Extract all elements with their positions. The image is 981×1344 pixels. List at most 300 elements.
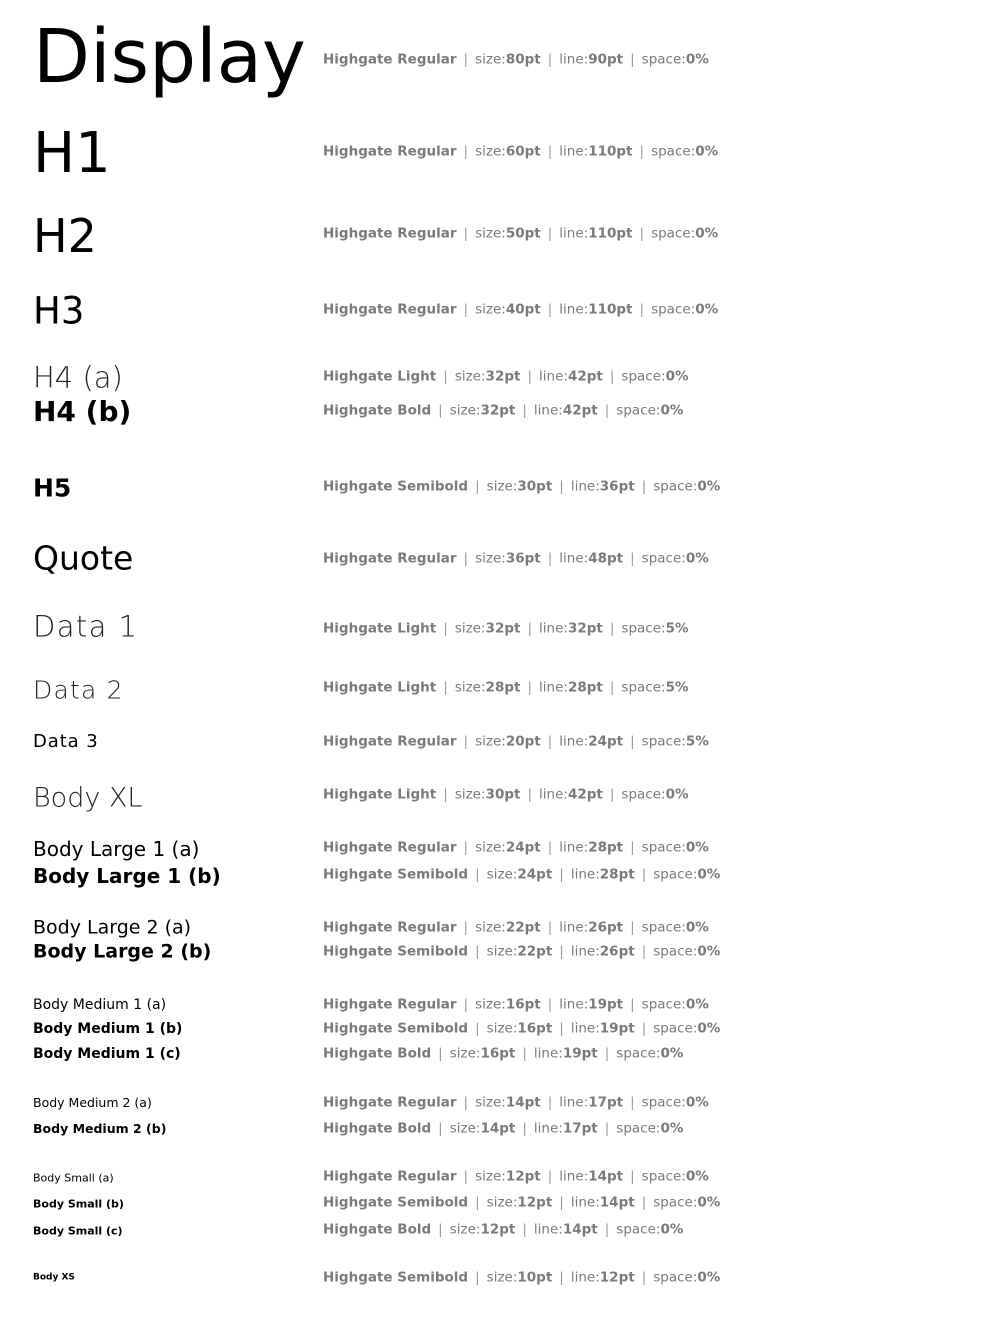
spec-separator: | bbox=[609, 679, 615, 696]
spec-separator: | bbox=[463, 996, 469, 1013]
spec-line-key: line: bbox=[539, 679, 568, 696]
spec-line-value: 19pt bbox=[588, 996, 624, 1013]
type-spec-h3 bbox=[323, 303, 718, 317]
spec-line-value: 17pt bbox=[562, 1120, 598, 1137]
spec-size-value: 32pt bbox=[485, 620, 521, 637]
spec-size-key: size: bbox=[486, 943, 518, 960]
spec-line-key: line: bbox=[559, 919, 589, 936]
spec-separator: | bbox=[443, 368, 448, 385]
spec-separator: | bbox=[641, 943, 647, 960]
type-sample-body-large-2-b: Body Large 2 (b) bbox=[33, 940, 212, 963]
type-spec-h1 bbox=[323, 145, 718, 159]
spec-size-key: size: bbox=[454, 679, 486, 696]
spec-size-key: size: bbox=[475, 143, 506, 160]
spec-line-key: line: bbox=[570, 943, 600, 960]
spec-size-value: 30pt bbox=[517, 478, 553, 495]
spec-line-value: 42pt bbox=[567, 786, 603, 803]
spec-size-value: 24pt bbox=[517, 866, 553, 883]
spec-separator: | bbox=[639, 301, 645, 318]
spec-font: Highgate Semibold bbox=[323, 866, 469, 883]
type-spec-body-small-c bbox=[323, 1223, 683, 1237]
type-sample-h4-a: H4 (a) bbox=[33, 360, 123, 395]
spec-line-value: 32pt bbox=[567, 620, 603, 637]
spec-separator: | bbox=[559, 1020, 564, 1037]
spec-size-value: 30pt bbox=[485, 786, 521, 803]
spec-size-value: 24pt bbox=[505, 839, 541, 856]
spec-separator: | bbox=[475, 1194, 480, 1211]
spec-space-value: 0% bbox=[697, 866, 721, 883]
spec-line-value: 28pt bbox=[567, 679, 603, 696]
spec-space-key: space: bbox=[621, 368, 666, 385]
spec-space-key: space: bbox=[653, 1269, 698, 1286]
spec-line-key: line: bbox=[533, 1221, 563, 1238]
spec-space-key: space: bbox=[641, 733, 686, 750]
spec-line-key: line: bbox=[539, 620, 568, 637]
spec-space-key: space: bbox=[616, 402, 661, 419]
spec-line-value: 19pt bbox=[562, 1045, 598, 1062]
spec-separator: | bbox=[604, 1120, 610, 1137]
spec-size-value: 40pt bbox=[505, 301, 541, 318]
spec-size-key: size: bbox=[475, 1094, 506, 1111]
spec-separator: | bbox=[463, 919, 469, 936]
spec-space-key: space: bbox=[651, 301, 696, 318]
spec-font: Highgate Bold bbox=[323, 1045, 432, 1062]
type-sample-body-xs: Body XS bbox=[33, 1272, 75, 1283]
spec-separator: | bbox=[547, 1094, 553, 1111]
spec-space-key: space: bbox=[616, 1120, 661, 1137]
spec-size-key: size: bbox=[486, 478, 518, 495]
spec-line-value: 14pt bbox=[599, 1194, 635, 1211]
spec-separator: | bbox=[463, 839, 469, 856]
spec-line-key: line: bbox=[559, 996, 589, 1013]
spec-size-value: 14pt bbox=[480, 1120, 516, 1137]
spec-separator: | bbox=[641, 1020, 647, 1037]
spec-line-value: 19pt bbox=[599, 1020, 635, 1037]
spec-size-key: size: bbox=[475, 919, 506, 936]
spec-separator: | bbox=[438, 1120, 443, 1137]
spec-separator: | bbox=[547, 839, 553, 856]
spec-size-key: size: bbox=[475, 1168, 506, 1185]
spec-separator: | bbox=[527, 368, 533, 385]
spec-line-key: line: bbox=[559, 51, 589, 68]
type-spec-body-medium-2-b bbox=[323, 1122, 683, 1136]
spec-size-key: size: bbox=[486, 1194, 518, 1211]
type-spec-h4-a bbox=[323, 370, 688, 384]
spec-line-key: line: bbox=[539, 368, 568, 385]
spec-separator: | bbox=[443, 679, 448, 696]
spec-space-value: 0% bbox=[697, 943, 721, 960]
spec-space-key: space: bbox=[653, 478, 698, 495]
spec-separator: | bbox=[630, 839, 635, 856]
spec-separator: | bbox=[609, 786, 615, 803]
spec-separator: | bbox=[443, 620, 448, 637]
spec-font: Highgate Regular bbox=[323, 301, 457, 318]
spec-separator: | bbox=[559, 1269, 564, 1286]
spec-space-key: space: bbox=[641, 839, 686, 856]
spec-separator: | bbox=[547, 225, 553, 242]
spec-separator: | bbox=[630, 1094, 635, 1111]
spec-separator: | bbox=[604, 1045, 610, 1062]
spec-separator: | bbox=[443, 786, 448, 803]
type-spec-data-2 bbox=[323, 681, 688, 695]
spec-separator: | bbox=[639, 225, 645, 242]
spec-space-key: space: bbox=[641, 51, 686, 68]
spec-size-value: 20pt bbox=[505, 733, 541, 750]
spec-space-value: 0% bbox=[697, 1194, 721, 1211]
spec-font: Highgate Light bbox=[323, 620, 437, 637]
spec-separator: | bbox=[559, 1194, 564, 1211]
type-spec-body-xs bbox=[323, 1271, 720, 1285]
type-sample-body-medium-1-b: Body Medium 1 (b) bbox=[33, 1021, 183, 1037]
spec-line-value: 14pt bbox=[562, 1221, 598, 1238]
type-sample-h1: H1 bbox=[33, 121, 111, 186]
spec-space-value: 0% bbox=[695, 225, 719, 242]
spec-size-key: size: bbox=[475, 51, 506, 68]
type-sample-body-large-1-b: Body Large 1 (b) bbox=[33, 864, 221, 888]
spec-line-value: 14pt bbox=[588, 1168, 624, 1185]
spec-separator: | bbox=[630, 733, 635, 750]
type-sample-body-small-c: Body Small (c) bbox=[33, 1224, 123, 1238]
spec-separator: | bbox=[463, 225, 469, 242]
spec-separator: | bbox=[547, 301, 553, 318]
spec-line-key: line: bbox=[533, 402, 563, 419]
spec-separator: | bbox=[609, 368, 615, 385]
spec-separator: | bbox=[547, 51, 553, 68]
spec-separator: | bbox=[463, 51, 469, 68]
spec-space-value: 0% bbox=[695, 143, 719, 160]
spec-separator: | bbox=[547, 733, 553, 750]
spec-separator: | bbox=[639, 143, 645, 160]
spec-space-value: 0% bbox=[660, 1120, 684, 1137]
type-spec-h4-b bbox=[323, 404, 683, 418]
spec-line-key: line: bbox=[559, 733, 589, 750]
spec-line-value: 42pt bbox=[567, 368, 603, 385]
type-spec-body-large-1-a bbox=[323, 841, 709, 855]
spec-size-key: size: bbox=[449, 1221, 481, 1238]
spec-line-value: 12pt bbox=[599, 1269, 635, 1286]
spec-line-value: 110pt bbox=[588, 225, 633, 242]
spec-size-value: 22pt bbox=[517, 943, 553, 960]
spec-space-value: 0% bbox=[685, 1094, 709, 1111]
spec-separator: | bbox=[522, 1221, 527, 1238]
spec-line-value: 48pt bbox=[588, 550, 624, 567]
spec-separator: | bbox=[522, 402, 527, 419]
type-spec-body-small-b bbox=[323, 1196, 720, 1210]
spec-size-key: size: bbox=[449, 1045, 481, 1062]
type-sample-body-large-2-a: Body Large 2 (a) bbox=[33, 916, 192, 939]
spec-font: Highgate Semibold bbox=[323, 1194, 469, 1211]
spec-space-value: 0% bbox=[695, 301, 719, 318]
spec-font: Highgate Regular bbox=[323, 51, 457, 68]
spec-font: Highgate Regular bbox=[323, 1094, 457, 1111]
spec-separator: | bbox=[475, 1020, 480, 1037]
spec-font: Highgate Regular bbox=[323, 839, 457, 856]
type-spec-h2 bbox=[323, 227, 718, 241]
spec-space-key: space: bbox=[653, 1194, 698, 1211]
spec-size-key: size: bbox=[475, 996, 506, 1013]
type-sample-body-medium-1-a: Body Medium 1 (a) bbox=[33, 997, 167, 1013]
spec-space-value: 0% bbox=[685, 1168, 709, 1185]
type-spec-body-medium-1-c bbox=[323, 1047, 683, 1061]
type-sample-h4-b: H4 (b) bbox=[33, 395, 132, 428]
spec-space-value: 0% bbox=[665, 786, 689, 803]
spec-font: Highgate Regular bbox=[323, 550, 457, 567]
type-spec-h5 bbox=[323, 480, 720, 494]
spec-space-key: space: bbox=[616, 1045, 661, 1062]
spec-separator: | bbox=[527, 620, 533, 637]
spec-size-value: 22pt bbox=[505, 919, 541, 936]
spec-line-value: 28pt bbox=[599, 866, 635, 883]
spec-line-key: line: bbox=[533, 1120, 563, 1137]
spec-size-value: 16pt bbox=[505, 996, 541, 1013]
spec-size-key: size: bbox=[475, 839, 506, 856]
spec-size-key: size: bbox=[486, 1020, 518, 1037]
spec-font: Highgate Regular bbox=[323, 733, 457, 750]
spec-separator: | bbox=[463, 143, 469, 160]
spec-line-key: line: bbox=[570, 478, 600, 495]
spec-separator: | bbox=[547, 1168, 553, 1185]
spec-size-value: 16pt bbox=[517, 1020, 553, 1037]
spec-separator: | bbox=[475, 1269, 480, 1286]
spec-separator: | bbox=[559, 866, 564, 883]
spec-line-value: 90pt bbox=[588, 51, 624, 68]
spec-separator: | bbox=[559, 478, 564, 495]
spec-font: Highgate Regular bbox=[323, 996, 457, 1013]
spec-font: Highgate Regular bbox=[323, 225, 457, 242]
spec-separator: | bbox=[630, 51, 635, 68]
spec-line-key: line: bbox=[570, 1269, 600, 1286]
type-sample-data-1: Data 1 bbox=[33, 609, 139, 644]
type-spec-body-medium-1-b bbox=[323, 1022, 720, 1036]
spec-size-key: size: bbox=[486, 866, 518, 883]
spec-font: Highgate Bold bbox=[323, 1120, 432, 1137]
type-sample-body-small-a: Body Small (a) bbox=[33, 1171, 114, 1185]
spec-line-key: line: bbox=[559, 143, 589, 160]
spec-separator: | bbox=[641, 1269, 647, 1286]
spec-size-value: 36pt bbox=[505, 550, 541, 567]
spec-space-value: 0% bbox=[685, 996, 709, 1013]
spec-space-key: space: bbox=[621, 786, 666, 803]
spec-line-value: 110pt bbox=[588, 301, 633, 318]
spec-space-value: 0% bbox=[697, 478, 721, 495]
type-spec-body-medium-2-a bbox=[323, 1096, 709, 1110]
type-sample-display: Display bbox=[33, 14, 306, 100]
spec-line-key: line: bbox=[559, 225, 589, 242]
spec-size-key: size: bbox=[454, 620, 486, 637]
spec-separator: | bbox=[641, 1194, 647, 1211]
spec-separator: | bbox=[630, 996, 635, 1013]
spec-separator: | bbox=[438, 402, 443, 419]
spec-font: Highgate Light bbox=[323, 368, 437, 385]
spec-space-key: space: bbox=[621, 679, 666, 696]
spec-separator: | bbox=[438, 1045, 443, 1062]
spec-space-value: 0% bbox=[685, 550, 709, 567]
spec-size-value: 10pt bbox=[517, 1269, 553, 1286]
spec-size-key: size: bbox=[454, 786, 486, 803]
spec-space-value: 0% bbox=[660, 402, 684, 419]
spec-line-key: line: bbox=[570, 866, 600, 883]
type-spec-display bbox=[323, 53, 709, 67]
spec-line-key: line: bbox=[570, 1020, 600, 1037]
spec-font: Highgate Regular bbox=[323, 1168, 457, 1185]
spec-space-key: space: bbox=[641, 1168, 686, 1185]
spec-space-key: space: bbox=[621, 620, 666, 637]
spec-separator: | bbox=[438, 1221, 443, 1238]
spec-space-value: 0% bbox=[660, 1045, 684, 1062]
type-sample-body-small-b: Body Small (b) bbox=[33, 1197, 124, 1211]
spec-separator: | bbox=[630, 919, 635, 936]
spec-font: Highgate Semibold bbox=[323, 1269, 469, 1286]
spec-separator: | bbox=[609, 620, 615, 637]
spec-separator: | bbox=[630, 550, 635, 567]
spec-line-key: line: bbox=[559, 301, 589, 318]
spec-space-key: space: bbox=[651, 143, 696, 160]
spec-separator: | bbox=[522, 1120, 527, 1137]
spec-font: Highgate Bold bbox=[323, 1221, 432, 1238]
spec-line-key: line: bbox=[559, 1094, 589, 1111]
spec-size-value: 12pt bbox=[480, 1221, 516, 1238]
type-spec-body-large-1-b bbox=[323, 868, 720, 882]
spec-separator: | bbox=[604, 1221, 610, 1238]
type-spec-body-small-a bbox=[323, 1170, 709, 1184]
spec-size-value: 12pt bbox=[505, 1168, 541, 1185]
spec-separator: | bbox=[463, 733, 469, 750]
spec-space-key: space: bbox=[641, 1094, 686, 1111]
type-spec-body-medium-1-a bbox=[323, 998, 709, 1012]
spec-line-key: line: bbox=[533, 1045, 563, 1062]
spec-space-value: 0% bbox=[697, 1020, 721, 1037]
spec-size-key: size: bbox=[454, 368, 486, 385]
type-spec-body-large-2-a bbox=[323, 921, 709, 935]
spec-size-key: size: bbox=[475, 550, 506, 567]
spec-line-key: line: bbox=[539, 786, 568, 803]
spec-separator: | bbox=[463, 301, 469, 318]
spec-space-value: 0% bbox=[685, 51, 709, 68]
spec-separator: | bbox=[522, 1045, 527, 1062]
type-sample-h2: H2 bbox=[33, 209, 97, 263]
type-sample-body-large-1-a: Body Large 1 (a) bbox=[33, 837, 200, 861]
spec-size-key: size: bbox=[449, 402, 481, 419]
spec-separator: | bbox=[547, 996, 553, 1013]
spec-separator: | bbox=[547, 550, 553, 567]
spec-space-key: space: bbox=[653, 943, 698, 960]
spec-separator: | bbox=[559, 943, 564, 960]
spec-separator: | bbox=[604, 402, 610, 419]
spec-separator: | bbox=[463, 1168, 469, 1185]
spec-size-value: 14pt bbox=[505, 1094, 541, 1111]
type-spec-data-3 bbox=[323, 735, 709, 749]
spec-font: Highgate Light bbox=[323, 786, 437, 803]
spec-size-key: size: bbox=[475, 733, 506, 750]
spec-separator: | bbox=[475, 866, 480, 883]
spec-space-value: 0% bbox=[685, 839, 709, 856]
spec-size-key: size: bbox=[475, 225, 506, 242]
spec-separator: | bbox=[527, 679, 533, 696]
spec-space-value: 0% bbox=[660, 1221, 684, 1238]
spec-space-value: 5% bbox=[665, 679, 689, 696]
spec-size-value: 12pt bbox=[517, 1194, 553, 1211]
type-sample-h3: H3 bbox=[33, 289, 85, 333]
spec-size-value: 60pt bbox=[505, 143, 541, 160]
spec-space-value: 0% bbox=[697, 1269, 721, 1286]
type-sample-body-xl: Body XL bbox=[33, 782, 143, 814]
spec-line-key: line: bbox=[570, 1194, 600, 1211]
spec-space-key: space: bbox=[641, 996, 686, 1013]
spec-separator: | bbox=[641, 866, 647, 883]
spec-line-key: line: bbox=[559, 839, 589, 856]
spec-size-value: 32pt bbox=[485, 368, 521, 385]
type-spec-body-xl bbox=[323, 788, 688, 802]
spec-font: Highgate Regular bbox=[323, 919, 457, 936]
type-sample-body-medium-2-b: Body Medium 2 (b) bbox=[33, 1120, 167, 1136]
spec-line-key: line: bbox=[559, 550, 589, 567]
spec-separator: | bbox=[527, 786, 533, 803]
spec-line-value: 28pt bbox=[588, 839, 624, 856]
spec-separator: | bbox=[547, 143, 553, 160]
type-sample-h5: H5 bbox=[33, 473, 72, 503]
spec-line-value: 110pt bbox=[588, 143, 633, 160]
spec-size-value: 28pt bbox=[485, 679, 521, 696]
type-sample-quote: Quote bbox=[33, 538, 134, 578]
spec-line-value: 42pt bbox=[562, 402, 598, 419]
spec-size-key: size: bbox=[486, 1269, 518, 1286]
spec-font: Highgate Light bbox=[323, 679, 437, 696]
spec-size-key: size: bbox=[449, 1120, 481, 1137]
spec-size-value: 80pt bbox=[505, 51, 541, 68]
spec-separator: | bbox=[463, 550, 469, 567]
spec-space-value: 5% bbox=[685, 733, 709, 750]
spec-space-value: 5% bbox=[665, 620, 689, 637]
spec-font: Highgate Semibold bbox=[323, 478, 469, 495]
spec-space-value: 0% bbox=[685, 919, 709, 936]
spec-separator: | bbox=[475, 478, 480, 495]
type-sample-data-3: Data 3 bbox=[33, 731, 99, 752]
spec-line-value: 17pt bbox=[588, 1094, 624, 1111]
spec-space-key: space: bbox=[651, 225, 696, 242]
spec-separator: | bbox=[641, 478, 647, 495]
type-spec-body-large-2-b bbox=[323, 945, 720, 959]
spec-line-value: 26pt bbox=[588, 919, 624, 936]
spec-space-key: space: bbox=[641, 550, 686, 567]
spec-space-key: space: bbox=[616, 1221, 661, 1238]
spec-size-value: 16pt bbox=[480, 1045, 516, 1062]
spec-space-key: space: bbox=[653, 866, 698, 883]
spec-separator: | bbox=[475, 943, 480, 960]
spec-font: Highgate Semibold bbox=[323, 943, 469, 960]
spec-line-key: line: bbox=[559, 1168, 589, 1185]
spec-size-value: 32pt bbox=[480, 402, 516, 419]
type-spec-quote bbox=[323, 552, 709, 566]
spec-separator: | bbox=[630, 1168, 635, 1185]
spec-line-value: 26pt bbox=[599, 943, 635, 960]
spec-separator: | bbox=[463, 1094, 469, 1111]
spec-size-value: 50pt bbox=[505, 225, 541, 242]
spec-space-key: space: bbox=[653, 1020, 698, 1037]
type-spec-data-1 bbox=[323, 622, 688, 636]
spec-size-key: size: bbox=[475, 301, 506, 318]
spec-font: Highgate Bold bbox=[323, 402, 432, 419]
spec-line-value: 24pt bbox=[588, 733, 624, 750]
spec-space-key: space: bbox=[641, 919, 686, 936]
type-sample-body-medium-1-c: Body Medium 1 (c) bbox=[33, 1046, 181, 1062]
spec-separator: | bbox=[547, 919, 553, 936]
spec-font: Highgate Regular bbox=[323, 143, 457, 160]
spec-space-value: 0% bbox=[665, 368, 689, 385]
type-sample-data-2: Data 2 bbox=[33, 675, 124, 705]
spec-font: Highgate Semibold bbox=[323, 1020, 469, 1037]
spec-line-value: 36pt bbox=[599, 478, 635, 495]
type-sample-body-medium-2-a: Body Medium 2 (a) bbox=[33, 1094, 152, 1110]
